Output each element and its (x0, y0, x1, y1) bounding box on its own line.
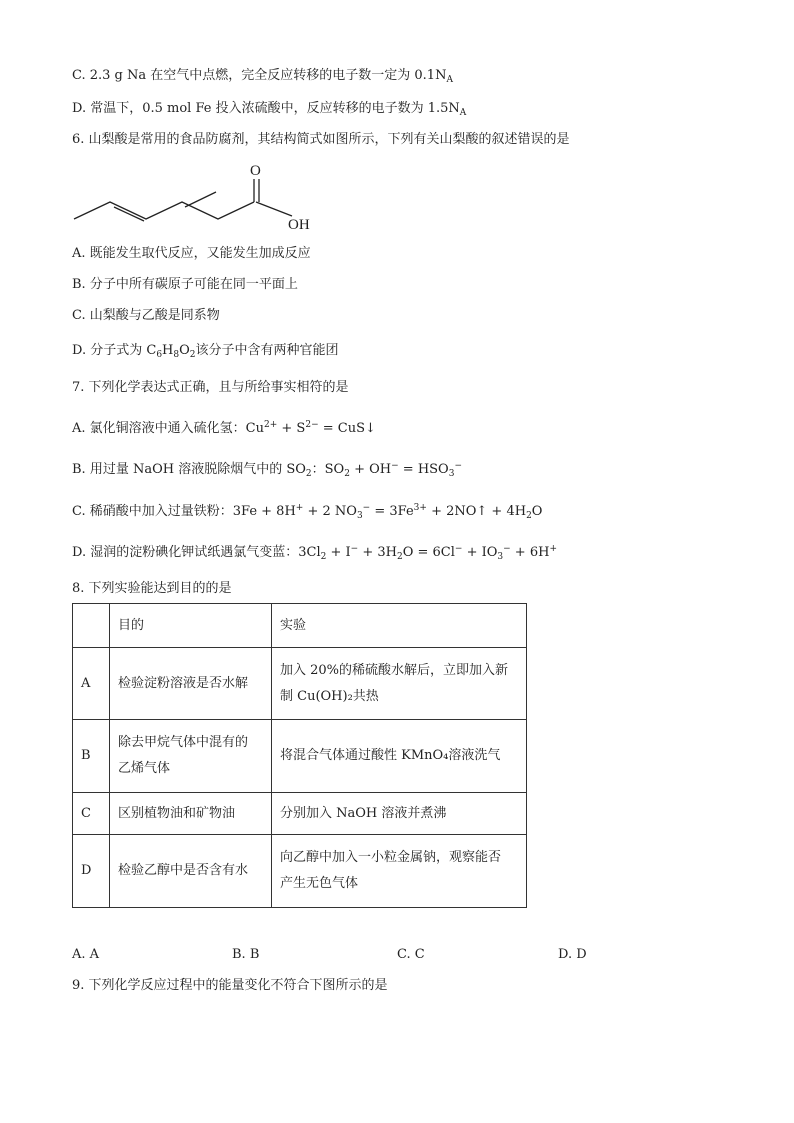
row-label: C (73, 793, 110, 835)
q6-option-a: A. 既能发生取代反应，又能发生加成反应 (72, 246, 311, 261)
q8-stem: 8. 下列实验能达到目的的是 (72, 581, 232, 596)
row-experiment: 加入 20%的稀硫酸水解后，立即加入新 制 Cu(OH)₂共热 (272, 648, 527, 720)
row-purpose: 检验淀粉溶液是否水解 (110, 648, 272, 720)
row-experiment: 向乙醇中加入一小粒金属钠，观察能否 产生无色气体 (272, 835, 527, 908)
q6-option-b: B. 分子中所有碳原子可能在同一平面上 (72, 277, 298, 292)
q6-stem: 6. 山梨酸是常用的食品防腐剂，其结构简式如图所示，下列有关山梨酸的叙述错误的是 (72, 132, 570, 147)
q7-option-c: C. 稀硝酸中加入过量铁粉：3Fe + 8H+ + 2 $NO_3^- = 3Fe^{3+}$ + 2NO↑ + $4H_2O$ (72, 503, 543, 521)
q6-option-c: C. 山梨酸与乙酸是同系物 (72, 308, 220, 323)
row-experiment: 将混合气体通过酸性 KMnO₄溶液洗气 (272, 720, 527, 793)
experiment-table (72, 603, 527, 908)
table-row (73, 835, 527, 908)
q7-option-b: B. 用过量 NaOH 溶液脱除烟气中的 $SO_2$：$SO_2 + OH^- = HSO_3^-$ (72, 461, 462, 479)
q5-option-c: C. 2.3 g Na 在空气中点燃，完全反应转移的电子数一定为 $0.1N_A$ (72, 68, 453, 85)
answer-option-a[interactable]: A. A (72, 947, 100, 962)
table-header-experiment: 实验 (272, 604, 527, 648)
row-purpose: 区别植物油和矿物油 (110, 793, 272, 835)
q7-stem: 7. 下列化学表达式正确，且与所给事实相符的是 (72, 380, 349, 395)
table-row (73, 793, 527, 835)
table-header-empty (73, 604, 110, 648)
q9-stem: 9. 下列化学反应过程中的能量变化不符合下图所示的是 (72, 978, 388, 993)
row-label: A (73, 648, 110, 720)
row-purpose: 除去甲烷气体中混有的 乙烯气体 (110, 720, 272, 793)
table-header-purpose: 目的 (110, 604, 272, 648)
answer-option-b[interactable]: B. B (232, 947, 260, 962)
row-experiment: 分别加入 NaOH 溶液并煮沸 (272, 793, 527, 835)
sorbic-acid-structure (70, 157, 330, 237)
hydroxyl-label: OH (288, 217, 310, 233)
q5-option-d: D. 常温下，0.5 mol Fe 投入浓硫酸中，反应转移的电子数为 $1.5N_A$ (72, 101, 467, 118)
row-purpose: 检验乙醇中是否含有水 (110, 835, 272, 908)
answer-option-c[interactable]: C. C (397, 947, 425, 962)
q6-option-d: D. 分子式为 $C_6H_8O_2$该分子中含有两种官能团 (72, 343, 339, 360)
q7-option-d: D. 湿润的淀粉碘化钾试纸遇氯气变蓝：$3Cl_2 + I^- + 3H_2O = 6Cl^- + IO_3^- + 6H^+$ (72, 544, 557, 562)
table-row (73, 720, 527, 793)
q7-option-a: A. 氯化铜溶液中通入硫化氢：$Cu^{2+} + S^{2-}$ = CuS↓ (72, 420, 376, 436)
q8-answer-options (72, 947, 632, 965)
table-header-row (73, 604, 527, 648)
carbonyl-oxygen-label: O (250, 163, 261, 179)
row-label: B (73, 720, 110, 793)
row-label: D (73, 835, 110, 908)
table-row (73, 648, 527, 720)
answer-option-d[interactable]: D. D (558, 947, 587, 962)
